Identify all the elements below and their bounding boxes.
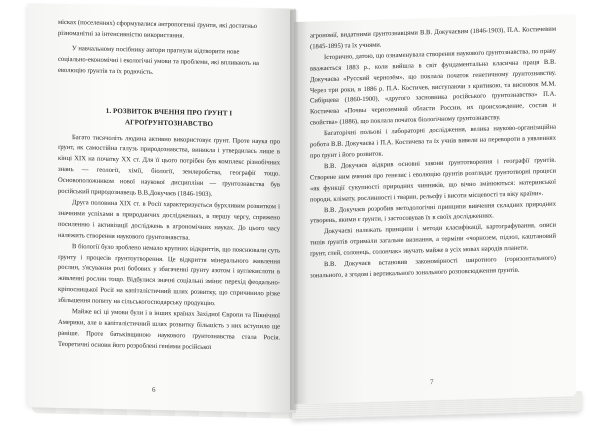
page-number: 6 (152, 385, 156, 394)
intro-line: еволюцію ґрунтів та їх родючість. (58, 66, 154, 76)
paragraph: В біології було зроблено немало крупних відкриттів, що пояснювали суть ґрунту і процесів ґрунтоутворення. Це відкриття мінерального живлення рослин, з'ясування ролі бобових у збагаченні ґрунту азотом і вуглекислоти в живленні рослин тощо. Відбулися значні соціальні зміни: перехід феодально-кріпосницької Росії на капіталістичний шлях розвитку, що спричинило різке збільшення попиту на сільськогосподарську продукцію. (58, 242, 280, 308)
paragraph: Багаторічні польові і лабораторні дослідження, велика науково-організаційна робота В.В. Докучаєва і П.А. Костичева та їх учнів вивели на перевороти в уявленнях про ґрунт і його розвиток. (310, 123, 556, 160)
paragraph: агрономії, видатними ґрунтознавцями В.В. Докучаєвим (1846-1903), П.А. Костичевим (1845-1895) та їх учнями. (310, 25, 556, 51)
intro-line: місках (поселеннях) сформувалися антропогенні ґрунти, які достатньо (58, 18, 258, 30)
chapter-heading-line: АГРОҐРУНТОЗНАВСТВО (124, 117, 214, 128)
left-page (28, 3, 296, 413)
chapter-heading-line: 1. РОЗВИТОК ВЧЕННЯ ПРО ҐРУНТ І (105, 106, 233, 118)
right-page (294, 14, 576, 404)
paragraph: В.В. Докучаєв відкрив основні закони ґрунтотворення і географії ґрунтів. Створене ним вчення про генезис і еволюцію ґрунтів розглядає ґрунтотворні процеси «як функції сукупності природних чинників, що вічно змінюються: материнської породи, клімату, рослинності і тварин, рельєфу і висоти місцевості та віку країни». (310, 156, 556, 204)
book-gutter-shadow (290, 10, 298, 410)
intro-line: різноманітні за інтенсивністю використання. (58, 29, 185, 40)
intro-line: соціально-економічні і екологічні умови та проблеми, які впливають на (58, 55, 259, 67)
paragraph: Історично, датою, що ознаменувала створення наукового ґрунтознавства, по праву вважається 1883 р., коли вийшла в світ фундаментальна класична праця В.В. Докучаєва «Русский чернозём», що поклала початок генетичному ґрунтознавству. Через три роки, в 1886 р. П.А. Костичев, виступаючи з критикою, та висновок М.М. Сибірцева (1860-1900), «другого засновника російського ґрунтознавства» П.А. Костичева «Почвы черноземной области России, их происхождение, состав и свойства» (1886), що поклала початок біологічному ґрунтознавству. (310, 47, 556, 127)
paragraph: В.В. Докучаєв встановив закономірності широтного (горизонтального) зонального, а згодом і вертикального зонального розповсюдження ґрунтів. (310, 254, 556, 280)
paragraph: В.В. Докучаєв розробив методологічні принципи вивчення складних природних утворень, якими є ґрунти, і застосовував їх в своїх дослідженнях. (310, 200, 556, 225)
paragraph: Друга половина XIX ст. в Росії характеризується бурхливим розвитком і значними успіхами в природничих дослідженнях, в першу чергу, спряжено посиленню і активізації досліджень в агрономічних науках. До цього часу належить створення наукового ґрунтознавства. (58, 199, 280, 242)
paragraph: Докучаєві належать принципи і методи класифікації, картографування, описи типів ґрунтів отримали загальне визнання, а терміни «чорнозем, підзол, каштановий ґрунт, глей, солонець, солончак» звучать майже в усіх мовах народів планети. (310, 221, 556, 258)
left-page-text (58, 18, 280, 355)
paragraph: Багато тисячоліть людина активно використовує ґрунт. Проте наука про ґрунт, як самостійна галузь природознавства, виникла і утвердилась лише в кінці XIX на початку XX ст. Для її цього потрібен був комплекс різнобічних знань — геології, хімії, біології, землеробства, географії тощо. Основоположником нової наукової дисципліни — ґрунтознавства був російський природознавець В.В.Докучаєв (1846-1903). (58, 133, 280, 199)
paragraph: Майже всі ці умови були і в інших країнах Західної Європи та Північної Америки, але в капіталістичний шлях розвитку більшість з них вступило ще раніше. Проте батьківщиною наукового ґрунтознавства стала Росія. Теоретичні основи його розроблені геніями російської (58, 308, 280, 351)
page-number: 7 (430, 378, 434, 387)
intro-line: У навчальному посібнику автори прагнули відтворити нове (72, 44, 240, 56)
right-page-text (310, 25, 556, 283)
chapter-heading (58, 104, 280, 131)
